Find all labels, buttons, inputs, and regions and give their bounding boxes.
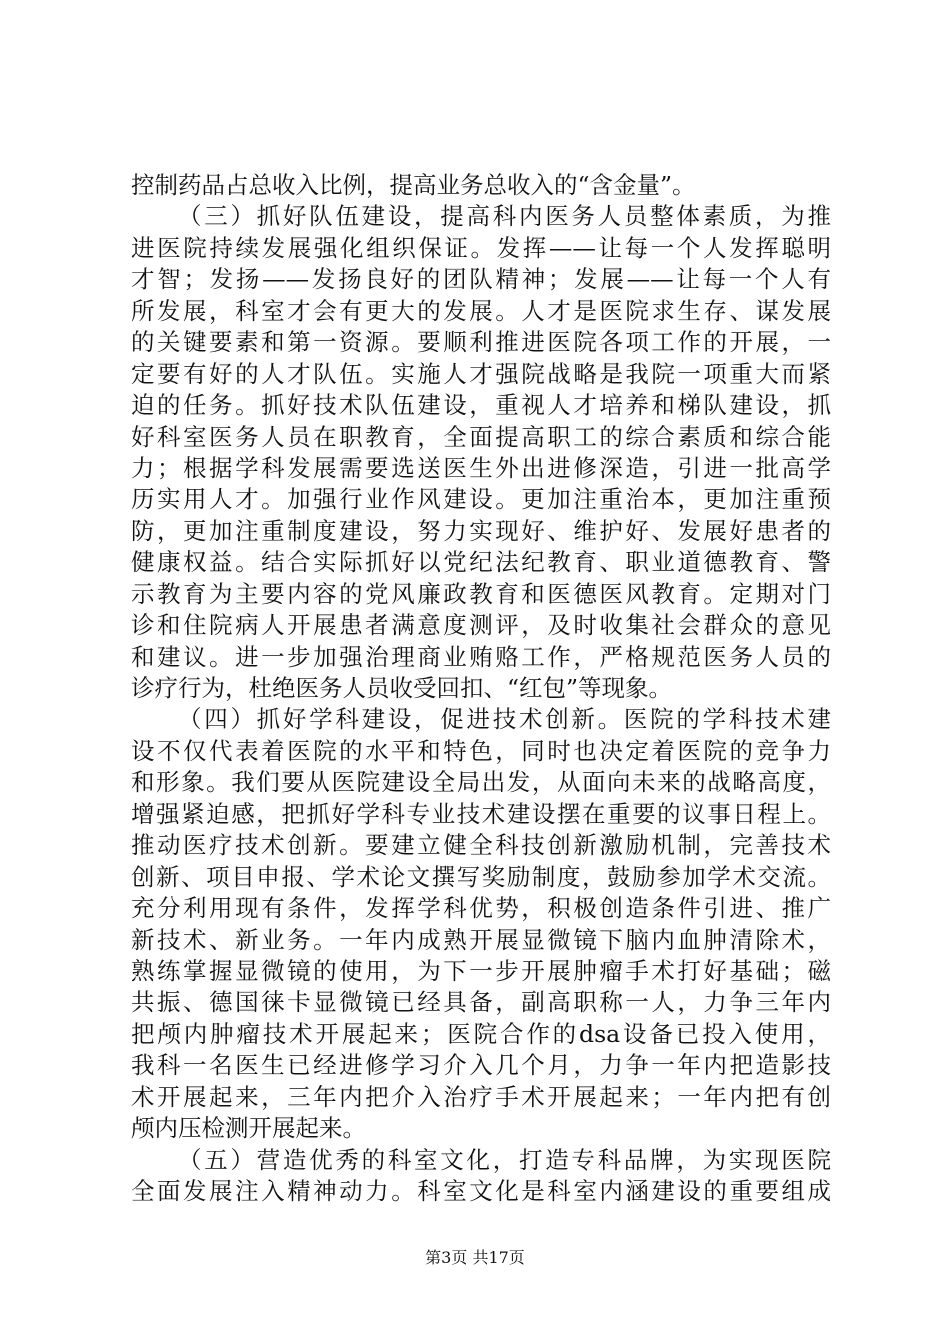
paragraph-para-continuation — [131, 170, 831, 201]
paragraph-para-3 — [131, 201, 831, 704]
text-line: （四）抓好学科建设，促进技术创新。医院的学科技术建 — [178, 705, 831, 734]
text-line: 颅内压检测开展起来。 — [131, 1114, 366, 1143]
text-line: （三）抓好队伍建设，提高科内医务人员整体素质，为推 — [178, 202, 831, 231]
text-line: 所发展，科室才会有更大的发展。人才是医院求生存、谋发展 — [131, 296, 831, 325]
text-line: 防，更加注重制度建设，努力实现好、维护好、发展好患者的 — [131, 516, 831, 545]
text-line: 增强紧迫感，把抓好学科专业技术建设摆在重要的议事日程上。 — [131, 799, 831, 828]
text-line: 设不仅代表着医院的水平和特色，同时也决定着医院的竞争力 — [131, 736, 831, 765]
text-line: 好科室医务人员在职教育，全面提高职工的综合素质和综合能 — [131, 422, 831, 451]
text-line: 定要有好的人才队伍。实施人才强院战略是我院一项重大而紧 — [131, 359, 831, 388]
text-line: 推动医疗技术创新。要建立健全科技创新激励机制，完善技术 — [131, 831, 831, 860]
document-body — [131, 170, 831, 1207]
text-line: 新技术、新业务。一年内成熟开展显微镜下脑内血肿清除术， — [131, 925, 831, 954]
text-line: 把颅内肿瘤技术开展起来；医院合作的dsa设备已投入使用， — [131, 1019, 831, 1048]
text-line: 迫的任务。抓好技术队伍建设，重视人才培养和梯队建设，抓 — [131, 391, 831, 420]
text-line: 创新、项目申报、学术论文撰写奖励制度，鼓励参加学术交流。 — [131, 862, 831, 891]
text-line: 和形象。我们要从医院建设全局出发，从面向未来的战略高度， — [131, 768, 831, 797]
text-line: 的关键要素和第一资源。要顺利推进医院各项工作的开展，一 — [131, 328, 831, 357]
page-footer: 第3页 共17页 — [425, 1248, 525, 1267]
text-line: 术开展起来，三年内把介入治疗手术开展起来；一年内把有创 — [131, 1082, 831, 1111]
text-line: 我科一名医生已经进修学习介入几个月，力争一年内把造影技 — [131, 1051, 831, 1080]
text-line: 力；根据学科发展需要选送医生外出进修深造，引进一批高学 — [131, 453, 831, 482]
text-line: 诊疗行为，杜绝医务人员收受回扣、“红包”等现象。 — [131, 674, 673, 702]
text-line: 共振、德国徕卡显微镜已经具备，副高职称一人，力争三年内 — [131, 988, 831, 1017]
text-line: 健康权益。结合实际抓好以党纪法纪教育、职业道德教育、警 — [131, 548, 831, 577]
paragraph-para-4 — [131, 704, 831, 1144]
text-line: 控制药品占总收入比例，提高业务总收入的“含金量”。 — [131, 171, 696, 199]
text-line: 全面发展注入精神动力。科室文化是科室内涵建设的重要组成 — [131, 1177, 831, 1205]
text-line: 示教育为主要内容的党风廉政教育和医德医风教育。定期对门 — [131, 579, 831, 608]
text-line: 进医院持续发展强化组织保证。发挥——让每一个人发挥聪明 — [131, 233, 831, 262]
text-line: 历实用人才。加强行业作风建设。更加注重治本，更加注重预 — [131, 485, 831, 514]
paragraph-para-5 — [131, 1145, 831, 1208]
text-line: （五）营造优秀的科室文化，打造专科品牌，为实现医院 — [178, 1145, 831, 1174]
text-line: 充分利用现有条件，发挥学科优势，积极创造条件引进、推广 — [131, 894, 831, 923]
text-line: 才智；发扬——发扬良好的团队精神；发展——让每一个人有 — [131, 265, 831, 294]
text-line: 和建议。进一步加强治理商业贿赂工作，严格规范医务人员的 — [131, 642, 831, 671]
text-line: 熟练掌握显微镜的使用，为下一步开展肿瘤手术打好基础；磁 — [131, 956, 831, 985]
text-line: 诊和住院病人开展患者满意度测评，及时收集社会群众的意见 — [131, 611, 831, 640]
